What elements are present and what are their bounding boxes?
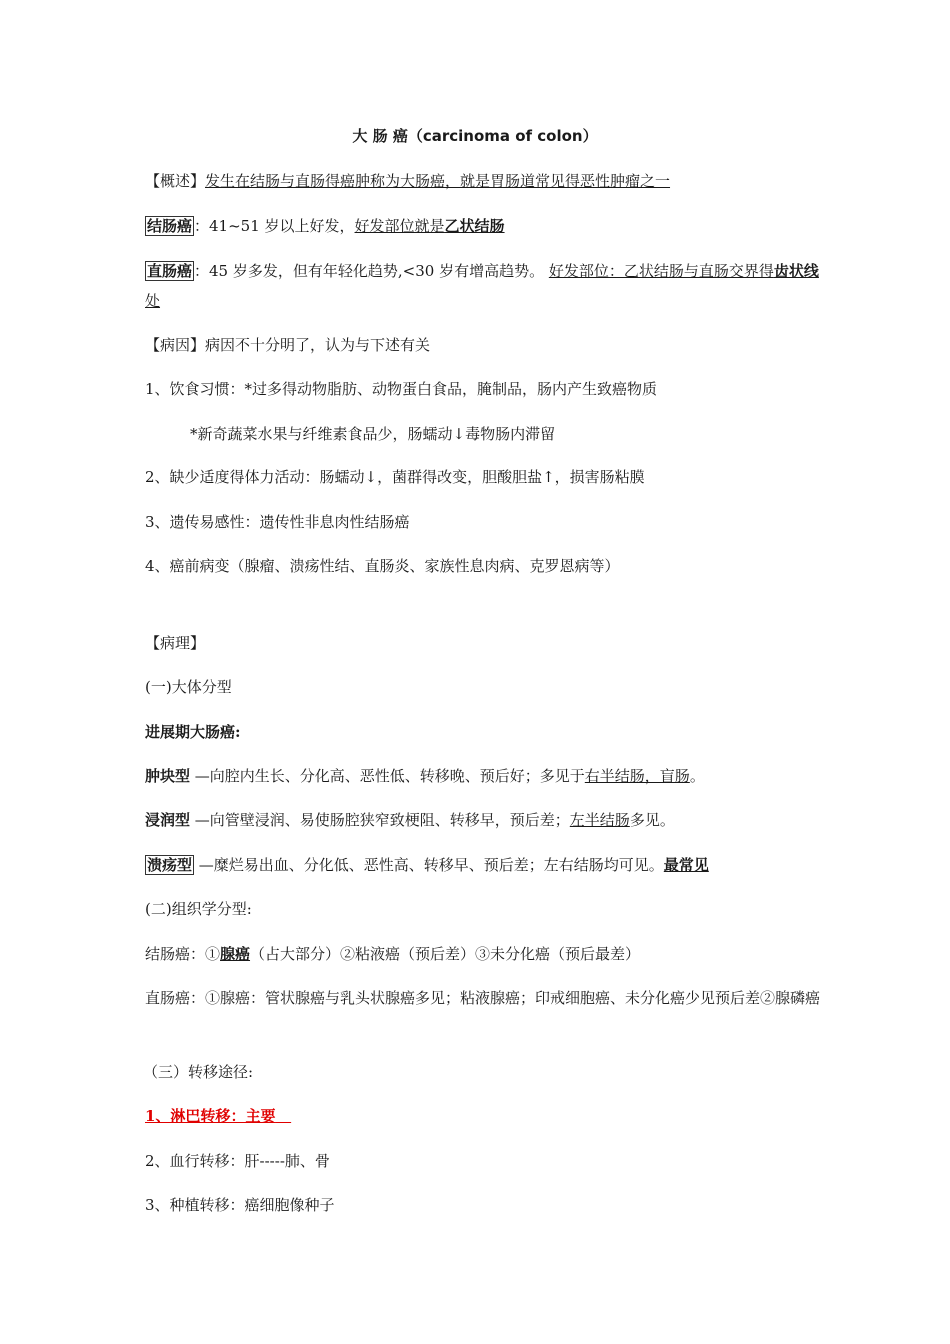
- overview-label: 【概述】: [145, 172, 206, 190]
- overview-text: 发生在结肠与直肠得癌肿称为大肠癌，就是胃肠道常见得恶性肿瘤之一: [205, 172, 671, 190]
- rectal-cancer-term: 直肠癌: [147, 262, 193, 280]
- infiltrative-type-term: 浸润型: [145, 811, 191, 829]
- etiology-paragraph: [145, 330, 820, 360]
- underline-trail: [275, 1107, 291, 1125]
- etiology-text: 病因不十分明了，认为与下述有关: [205, 336, 431, 354]
- overview-paragraph: [145, 166, 820, 196]
- metastasis-route-blood: 2、血行转移：肝-----肺、骨: [145, 1152, 330, 1170]
- rectal-cancer-text: ：45 岁多发，但有年轻化趋势,<30 岁有增高趋势。: [194, 262, 549, 280]
- metastasis-route-text: 1、淋巴转移：主要: [145, 1107, 276, 1125]
- advanced-heading: 进展期大肠癌:: [145, 723, 241, 741]
- metastasis-route-implant: 3、种植转移：癌细胞像种子: [145, 1196, 335, 1214]
- ulcerative-type-term: 溃疡型: [147, 856, 193, 874]
- colon-histology-paragraph: [145, 939, 820, 969]
- mass-type-end: 。: [689, 767, 705, 785]
- ulcerative-type-text: —糜烂易出血、分化低、恶性高、转移早、预后差；左右结肠均可见。: [194, 856, 664, 874]
- rectal-cancer-site-suffix: 处: [145, 292, 161, 310]
- infiltrative-type-site: 左半结肠: [569, 811, 630, 829]
- metastasis-route-lymphatic: [145, 1101, 820, 1131]
- rectal-histology-paragraph: 直肠癌：①腺癌：管状腺癌与乳头状腺癌多见；粘液腺癌；印戒细胞癌、未分化癌少见预后差②腺磷癌: [145, 989, 821, 1007]
- etiology-item: 4、癌前病变（腺瘤、溃疡性结、直肠炎、家族性息肉病、克罗恩病等）: [145, 557, 620, 575]
- colon-cancer-text: ：41~51 岁以上好发，: [194, 217, 355, 235]
- metastasis-heading: （三）转移途径:: [143, 1063, 254, 1081]
- infiltrative-type-end: 多见。: [629, 811, 675, 829]
- colon-cancer-site: 乙状结肠: [444, 217, 505, 235]
- etiology-item: 3、遗传易感性：遗传性非息肉性结肠癌: [145, 513, 410, 531]
- colon-histology-prefix: 结肠癌：①: [145, 945, 221, 963]
- mass-type-paragraph: [145, 761, 820, 791]
- colon-histology-adeno: 腺癌: [220, 945, 251, 963]
- ulcerative-type-emphasis: 最常见: [663, 856, 709, 874]
- mass-type-text: —向腔内生长、分化高、恶性低、转移晚、预后好；多见于: [190, 767, 585, 785]
- mass-type-term: 肿块型: [145, 767, 191, 785]
- infiltrative-type-paragraph: [145, 805, 820, 835]
- gross-type-heading: (一)大体分型: [145, 678, 232, 696]
- mass-type-site: 右半结肠，盲肠: [584, 767, 690, 785]
- colon-cancer-site-prefix: 好发部位就是: [354, 217, 445, 235]
- colon-cancer-term: 结肠癌: [147, 217, 193, 235]
- histology-heading: (二)组织学分型:: [145, 900, 252, 918]
- colon-cancer-paragraph: [145, 211, 820, 241]
- etiology-item: *新奇蔬菜水果与纤维素食品少，肠蠕动↓毒物肠内滞留: [190, 425, 556, 443]
- infiltrative-type-text: —向管壁浸润、易使肠腔狭窄致梗阻、转移早，预后差；: [190, 811, 570, 829]
- etiology-item: 1、饮食习惯：*过多得动物脂肪、动物蛋白食品，腌制品，肠内产生致癌物质: [145, 380, 658, 398]
- ulcerative-type-paragraph: [145, 850, 820, 880]
- etiology-item: 2、缺少适度得体力活动：肠蠕动↓，菌群得改变，胆酸胆盐↑，损害肠粘膜: [145, 468, 645, 486]
- colon-histology-rest: （占大部分）②粘液癌（预后差）③未分化癌（预后最差）: [250, 945, 641, 963]
- rectal-cancer-site: 齿状线: [773, 262, 819, 280]
- rectal-cancer-paragraph: [145, 256, 820, 316]
- etiology-label: 【病因】: [145, 336, 206, 354]
- rectal-cancer-site-prefix: 好发部位：乙状结肠与直肠交界得: [548, 262, 774, 280]
- pathology-label: 【病理】: [145, 634, 206, 652]
- document-title: 大 肠 癌（carcinoma of colon）: [352, 127, 598, 145]
